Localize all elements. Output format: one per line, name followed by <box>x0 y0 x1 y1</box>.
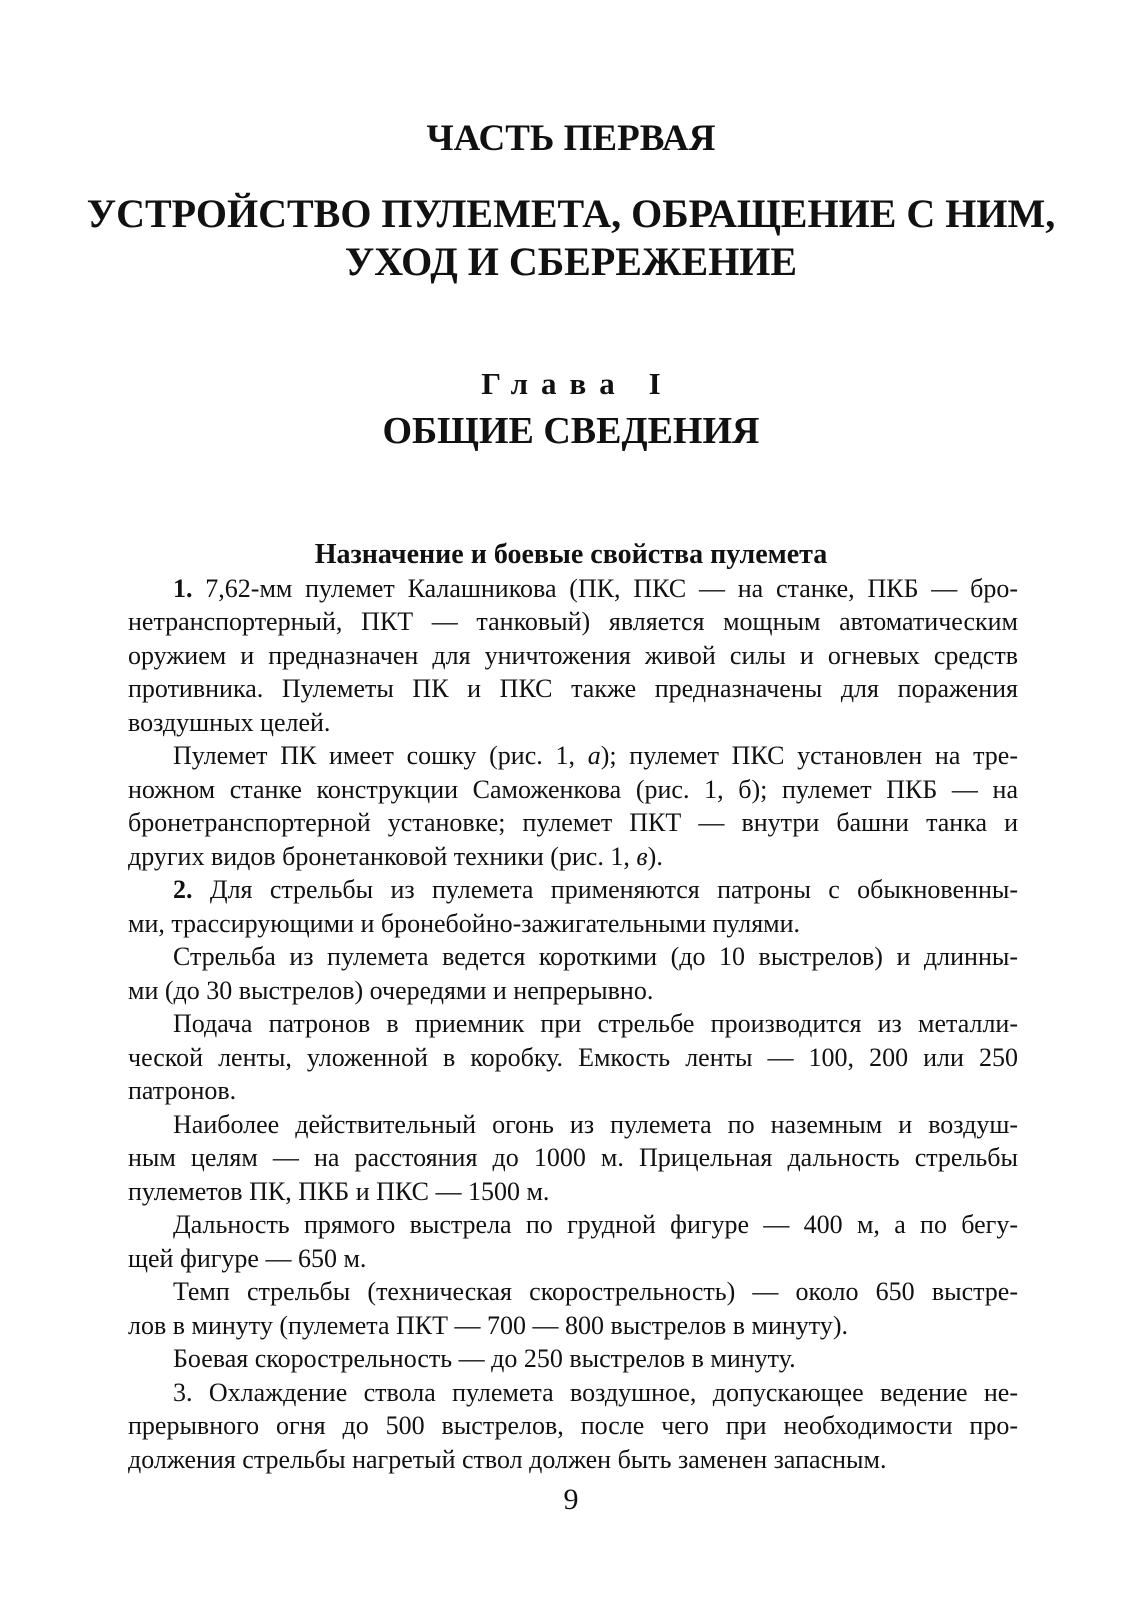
text-run: 7,62-мм пулемет Калашникова (ПК, ПКС — на станке, ПКБ — бро- <box>192 573 1018 603</box>
text-run: а <box>587 741 601 771</box>
chapter-heading: Глава I <box>481 366 674 402</box>
text-run: других видов бронетанковой техники (рис. 1, <box>128 841 637 871</box>
paragraph-line <box>128 639 1018 673</box>
chapter-title: ОБЩИЕ СВЕДЕНИЯ <box>382 409 760 452</box>
paragraph-line <box>128 1409 1018 1443</box>
text-run: должения стрельбы нагретый ствол должен быть заменен запасным. <box>128 1444 887 1474</box>
text-run: 1. <box>173 573 193 603</box>
text-run: ным целям — на расстояния до 1000 м. Прицельная дальность стрельбы <box>128 1143 1018 1173</box>
paragraph-line <box>128 1041 1018 1075</box>
paragraph <box>128 739 1018 873</box>
text-run: ми (до 30 выстрелов) очередями и непрерывно. <box>128 975 654 1005</box>
paragraph-line <box>128 672 1018 706</box>
text-run: Боевая скорострельность — до 250 выстрелов в минуту. <box>173 1344 796 1374</box>
paragraph-line <box>128 840 1018 874</box>
part-title <box>0 190 1142 286</box>
part-title-line-2: УХОД И СБЕРЕЖЕНИЕ <box>344 239 798 285</box>
paragraph <box>128 1376 1018 1477</box>
paragraph-line <box>128 739 1018 773</box>
text-run: ); пулемет ПКС установлен на тре- <box>600 741 1018 771</box>
text-run: ми, трассирующими и бронебойно-зажигательными пулями. <box>128 908 801 938</box>
paragraph-line <box>128 1309 1018 1343</box>
text-run: нетранспортерный, ПКТ — танковый) является мощным автоматическим <box>128 607 1018 637</box>
paragraph-line <box>128 1108 1018 1142</box>
paragraph <box>128 1208 1018 1275</box>
part-heading: ЧАСТЬ ПЕРВАЯ <box>426 118 716 159</box>
paragraph-line <box>128 1074 1018 1108</box>
paragraph-line <box>128 974 1018 1008</box>
paragraph-line <box>128 873 1018 907</box>
text-run: Темп стрельбы (техническая скорострельность) — около 650 выстре- <box>173 1277 1018 1307</box>
paragraph-line <box>128 773 1018 807</box>
text-run: ческой ленты, уложенной в коробку. Емкость ленты — 100, 200 или 250 <box>128 1042 1018 1072</box>
part-title-line-1: УСТРОЙСТВО ПУЛЕМЕТА, ОБРАЩЕНИЕ С НИМ, <box>86 191 1056 237</box>
text-run: прерывного огня до 500 выстрелов, после чего при необходимости про- <box>128 1411 1018 1441</box>
paragraph <box>128 1275 1018 1342</box>
paragraph <box>128 1007 1018 1108</box>
text-run: воздушных целей. <box>128 707 331 737</box>
text-run: 3. Охлаждение ствола пулемета воздушное, допускающее ведение не- <box>173 1377 1018 1407</box>
paragraph-line <box>128 940 1018 974</box>
paragraph-line <box>128 1242 1018 1276</box>
text-run: в <box>636 841 648 871</box>
paragraph-line <box>128 1007 1018 1041</box>
text-run: бронетранспортерной установке; пулемет ПКТ — внутри башни танка и <box>128 808 1018 838</box>
text-run: противника. Пулеметы ПК и ПКС также предназначены для поражения <box>128 674 1018 704</box>
paragraph-line <box>128 1443 1018 1477</box>
paragraph-line <box>128 1141 1018 1175</box>
text-run: 2. <box>173 875 193 905</box>
text-run: Пулемет ПК имеет сошку (рис. 1, <box>173 741 588 771</box>
paragraph-line <box>128 1275 1018 1309</box>
paragraph <box>128 873 1018 940</box>
text-run: Для стрельбы из пулемета применяются патроны с обыкновенны- <box>192 875 1018 905</box>
text-run: ). <box>647 841 663 871</box>
text-run: Наиболее действительный огонь из пулемета по наземным и воздуш- <box>173 1109 1018 1139</box>
text-run: ножном станке конструкции Саможенкова (рис. 1, б); пулемет ПКБ — на <box>128 774 1018 804</box>
paragraph <box>128 572 1018 740</box>
paragraph-line <box>128 806 1018 840</box>
paragraph-line <box>128 605 1018 639</box>
text-run: щей фигуре — 650 м. <box>128 1243 367 1273</box>
paragraph-line <box>128 572 1018 606</box>
paragraph <box>128 1108 1018 1209</box>
text-run: оружием и предназначен для уничтожения живой силы и огневых средств <box>128 640 1018 670</box>
paragraph <box>128 940 1018 1007</box>
text-run: Подача патронов в приемник при стрельбе производится из металли- <box>173 1009 1018 1039</box>
paragraph <box>128 1342 1018 1376</box>
text-run: лов в минуту (пулемета ПКТ — 700 — 800 выстрелов в минуту). <box>128 1310 848 1340</box>
text-run: Стрельба из пулемета ведется короткими (до 10 выстрелов) и длинны- <box>173 942 1018 972</box>
paragraph-line <box>128 1342 1018 1376</box>
text-run: пулеметов ПК, ПКБ и ПКС — 1500 м. <box>128 1176 550 1206</box>
paragraph-line <box>128 907 1018 941</box>
paragraph-line <box>128 1175 1018 1209</box>
paragraph-line <box>128 1376 1018 1410</box>
text-run: Дальность прямого выстрела по грудной фигуре — 400 м, а по бегу- <box>173 1210 1018 1240</box>
page-number: 9 <box>563 1483 579 1517</box>
text-run: патронов. <box>128 1076 237 1106</box>
paragraph-line <box>128 1208 1018 1242</box>
paragraph-line <box>128 706 1018 740</box>
section-heading: Назначение и боевые свойства пулемета <box>314 539 828 571</box>
body-text <box>128 572 1018 1477</box>
